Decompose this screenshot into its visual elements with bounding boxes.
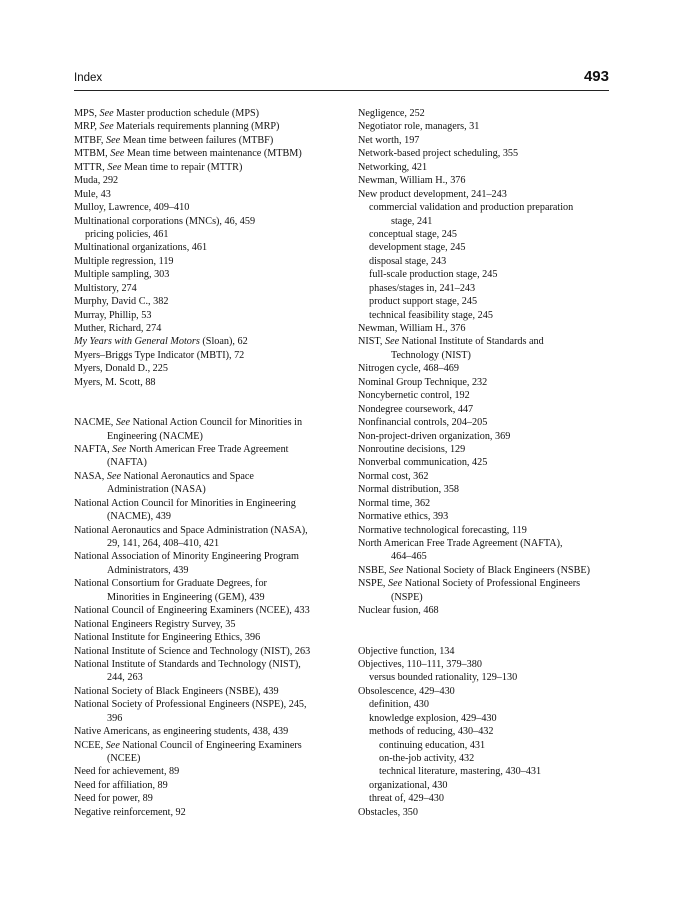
entry-text: National Society of Black Engineers (NSBE) [403, 564, 591, 576]
index-subentry [358, 282, 610, 295]
index-entry [74, 739, 349, 752]
entry-text: Obstacles, 350 [358, 806, 418, 818]
entry-text: Murray, Phillip, 53 [74, 309, 152, 321]
index-subentry [358, 765, 610, 778]
see-reference: See [106, 470, 121, 482]
index-entry [358, 537, 610, 550]
index-entry [74, 658, 349, 671]
entry-text: Network-based project scheduling, 355 [358, 148, 519, 160]
index-entry [358, 604, 610, 617]
entry-text: threat of, 429–430 [369, 793, 444, 805]
entry-text: National Institute of Science and Technology (NIST), 263 [74, 645, 311, 657]
see-reference: See [99, 121, 114, 133]
entry-text: 464–465 [391, 551, 427, 563]
entry-text: versus bounded rationality, 129–130 [369, 672, 518, 684]
entry-text: NACME, [74, 417, 116, 429]
entry-text: Nominal Group Technique, 232 [358, 376, 488, 388]
index-entry [74, 174, 349, 187]
index-entry [74, 147, 349, 160]
entry-text: National Society of Black Engineers (NSBE), 439 [74, 685, 279, 697]
index-subentry [358, 671, 610, 684]
entry-text: disposal stage, 243 [369, 255, 447, 267]
entry-text: Nonverbal communication, 425 [358, 457, 488, 469]
index-entry [358, 174, 610, 187]
index-entry [358, 322, 610, 335]
running-head-title: Index [74, 72, 103, 84]
entry-text: Technology (NIST) [391, 349, 471, 361]
index-subentry [358, 349, 610, 362]
entry-text: Objectives, 110–111, 379–380 [358, 658, 482, 670]
index-entry [358, 188, 610, 201]
index-subentry [358, 779, 610, 792]
index-entry [358, 120, 610, 133]
entry-text: Need for achievement, 89 [74, 766, 180, 778]
index-subentry [358, 255, 610, 268]
entry-text: MTBF, [74, 134, 107, 146]
entry-text: Objective function, 134 [358, 645, 455, 657]
entry-text: Nonfinancial controls, 204–205 [358, 417, 488, 429]
index-subentry [358, 739, 610, 752]
entry-text: NSPE, [358, 578, 389, 590]
entry-text: Murphy, David C., 382 [74, 296, 169, 308]
entry-text: NASA, [74, 470, 107, 482]
index-subentry [74, 752, 349, 765]
entry-text: Normal time, 362 [358, 497, 431, 509]
index-entry [74, 134, 349, 147]
index-entry [74, 618, 349, 631]
index-entry [74, 376, 349, 389]
entry-text: Multiple regression, 119 [74, 255, 174, 267]
index-entry [74, 685, 349, 698]
entry-text: National Engineers Registry Survey, 35 [74, 618, 236, 630]
entry-text: on-the-job activity, 432 [379, 753, 475, 764]
see-reference: See [107, 161, 122, 173]
entry-text: Obsolescence, 429–430 [358, 685, 455, 697]
entry-text: National Institute of Standards and [399, 336, 544, 348]
entry-text: Newman, William H., 376 [358, 175, 466, 187]
index-subentry [358, 295, 610, 308]
index-subentry [358, 241, 610, 254]
index-subentry [358, 792, 610, 805]
index-entry [358, 107, 610, 120]
index-subentry [358, 725, 610, 738]
entry-text: Non-project-driven organization, 369 [358, 430, 511, 442]
index-entry [74, 645, 349, 658]
entry-text: Networking, 421 [358, 161, 428, 173]
index-entry [74, 201, 349, 214]
entry-text: Administration (NASA) [107, 484, 206, 496]
index-entry [74, 631, 349, 644]
entry-text: Nuclear fusion, 468 [358, 605, 439, 617]
index-entry [74, 416, 349, 429]
index-subentry [74, 671, 349, 684]
entry-text: (NAFTA) [107, 457, 147, 469]
entry-text: (Sloan), 62 [199, 336, 248, 348]
page-header [74, 70, 609, 91]
entry-text: Myers, Donald D., 225 [74, 363, 168, 375]
entry-text: (NACME), 439 [107, 511, 171, 523]
index-entry [74, 215, 349, 228]
section-gap [358, 631, 610, 644]
entry-text: MPS, [74, 108, 100, 119]
entry-text: Muda, 292 [74, 175, 119, 187]
section-gap [358, 618, 610, 631]
entry-text: Net worth, 197 [358, 134, 420, 146]
entry-text: organizational, 430 [369, 779, 448, 791]
entry-text: Nonroutine decisions, 129 [358, 443, 466, 455]
see-reference: See [99, 108, 114, 119]
index-entry [74, 792, 349, 805]
entry-text: knowledge explosion, 429–430 [369, 712, 497, 724]
index-subentry [358, 228, 610, 241]
index-subentry [74, 591, 349, 604]
index-entry [74, 698, 349, 711]
see-reference: See [115, 417, 131, 429]
entry-text: product support stage, 245 [369, 296, 478, 308]
entry-text: National Institute for Engineering Ethics, 396 [74, 632, 261, 644]
index-subentry [74, 228, 349, 241]
index-subentry [74, 430, 349, 443]
index-subentry [358, 698, 610, 711]
index-entry [74, 161, 349, 174]
index-entry [74, 497, 349, 510]
entry-text: conceptual stage, 245 [369, 228, 457, 240]
entry-text: North American Free Trade Agreement [126, 443, 289, 455]
entry-text: Normative ethics, 393 [358, 511, 449, 523]
entry-text: (NSPE) [391, 591, 423, 603]
index-entry [74, 806, 349, 819]
entry-text: technical literature, mastering, 430–431 [379, 766, 542, 778]
index-subentry [358, 591, 610, 604]
index-entry [74, 295, 349, 308]
entry-text: Administrators, 439 [107, 564, 189, 576]
entry-text: Mule, 43 [74, 188, 111, 200]
see-reference: See [389, 564, 404, 576]
index-subentry [358, 215, 610, 228]
entry-text: National Council of Engineering Examiners [119, 739, 302, 751]
index-subentry [358, 268, 610, 281]
entry-text: Negligence, 252 [358, 108, 425, 119]
index-entry [358, 430, 610, 443]
entry-text: North American Free Trade Agreement (NAFTA), [358, 538, 563, 549]
index-entry [74, 524, 349, 537]
index-entry [74, 241, 349, 254]
entry-text: New product development, 241–243 [358, 188, 507, 200]
italic-title: My Years with General Motors [74, 336, 200, 348]
index-column-right [358, 107, 610, 819]
index-entry [358, 362, 610, 375]
entry-text: Noncybernetic control, 192 [358, 390, 470, 402]
entry-text: Multinational corporations (MNCs), 46, 459 [74, 215, 256, 227]
entry-text: development stage, 245 [369, 242, 466, 254]
entry-text: National Action Council for Minorities in Engineering [74, 497, 296, 509]
index-entry [358, 335, 610, 348]
index-entry [358, 577, 610, 590]
see-reference: See [110, 148, 125, 160]
entry-text: methods of reducing, 430–432 [369, 726, 494, 738]
entry-text: Need for power, 89 [74, 793, 153, 805]
index-entry [358, 806, 610, 819]
index-entry [74, 725, 349, 738]
entry-text: National Society of Professional Engineers [402, 578, 581, 590]
index-entry [358, 564, 610, 577]
section-gap [74, 403, 349, 416]
entry-text: Myers–Briggs Type Indicator (MBTI), 72 [74, 349, 245, 361]
entry-text: MRP, [74, 121, 100, 133]
index-entry [74, 349, 349, 362]
entry-text: Master production schedule (MPS) [113, 108, 260, 119]
entry-text: National Association of Minority Engineering Program [74, 551, 299, 563]
index-entry [358, 645, 610, 658]
index-entry [358, 443, 610, 456]
entry-text: definition, 430 [369, 699, 429, 711]
index-subentry [358, 712, 610, 725]
entry-text: National Society of Professional Engineers (NSPE), 245, [74, 699, 307, 711]
entry-text: Newman, William H., 376 [358, 323, 466, 334]
index-subentry [74, 483, 349, 496]
index-entry [358, 510, 610, 523]
entry-text: Mulloy, Lawrence, 409–410 [74, 202, 190, 214]
index-entry [74, 335, 349, 348]
entry-text: National Action Council for Minorities in [130, 417, 303, 429]
index-entry [358, 658, 610, 671]
index-entry [358, 456, 610, 469]
index-entry [74, 765, 349, 778]
index-entry [358, 389, 610, 402]
index-entry [358, 483, 610, 496]
entry-text: Minorities in Engineering (GEM), 439 [107, 591, 265, 603]
index-subentry [358, 201, 610, 214]
entry-text: Mean time between maintenance (MTBM) [124, 148, 302, 160]
section-gap [74, 389, 349, 402]
index-entry [358, 416, 610, 429]
see-reference: See [112, 443, 127, 455]
index-subentry [358, 752, 610, 765]
entry-text: Normative technological forecasting, 119 [358, 524, 527, 536]
see-reference: See [388, 578, 403, 590]
entry-text: NSBE, [358, 564, 390, 576]
entry-text: NAFTA, [74, 443, 113, 455]
entry-text: Nitrogen cycle, 468–469 [358, 363, 459, 375]
index-entry [74, 282, 349, 295]
entry-text: NCEE, [74, 739, 106, 751]
entry-text: continuing education, 431 [379, 739, 486, 751]
entry-text: Multiple sampling, 303 [74, 269, 170, 281]
see-reference: See [106, 134, 121, 146]
entry-text: Need for affiliation, 89 [74, 779, 168, 791]
entry-text: phases/stages in, 241–243 [369, 282, 476, 294]
see-reference: See [105, 739, 120, 751]
index-subentry [358, 550, 610, 563]
index-subentry [74, 456, 349, 469]
index-column-left [74, 107, 349, 819]
index-entry [74, 309, 349, 322]
entry-text: Negative reinforcement, 92 [74, 806, 186, 818]
entry-text: National Council of Engineering Examiners (NCEE), 433 [74, 605, 310, 617]
index-entry [74, 255, 349, 268]
entry-text: Multistory, 274 [74, 282, 137, 294]
index-entry [358, 685, 610, 698]
entry-text: Normal distribution, 358 [358, 484, 460, 496]
entry-text: Materials requirements planning (MRP) [113, 121, 280, 133]
see-reference: See [384, 336, 400, 348]
entry-text: 396 [107, 712, 123, 724]
index-entry [358, 524, 610, 537]
entry-text: 244, 263 [107, 672, 143, 684]
index-entry [74, 443, 349, 456]
index-entry [74, 322, 349, 335]
index-entry [358, 403, 610, 416]
index-entry [358, 161, 610, 174]
index-entry [358, 470, 610, 483]
index-entry [358, 497, 610, 510]
entry-text: stage, 241 [391, 215, 433, 227]
index-subentry [74, 510, 349, 523]
entry-text: Engineering (NACME) [107, 430, 203, 442]
entry-text: full-scale production stage, 245 [369, 269, 498, 281]
entry-text: commercial validation and production preparation [369, 202, 574, 214]
entry-text: MTTR, [74, 161, 108, 173]
entry-text: pricing policies, 461 [85, 228, 169, 240]
entry-text: Mean time to repair (MTTR) [121, 161, 243, 173]
index-entry [74, 470, 349, 483]
entry-text: National Aeronautics and Space Administration (NASA), [74, 524, 308, 536]
entry-text: National Consortium for Graduate Degrees, for [74, 578, 267, 590]
index-subentry [74, 712, 349, 725]
entry-text: Muther, Richard, 274 [74, 323, 162, 334]
index-entry [74, 779, 349, 792]
entry-text: Mean time between failures (MTBF) [120, 134, 274, 146]
entry-text: National Aeronautics and Space [120, 470, 254, 482]
index-entry [74, 120, 349, 133]
entry-text: Nondegree coursework, 447 [358, 403, 474, 415]
index-entry [74, 604, 349, 617]
index-subentry [358, 309, 610, 322]
index-entry [74, 577, 349, 590]
index-entry [74, 268, 349, 281]
index-entry [74, 188, 349, 201]
entry-text: (NCEE) [107, 753, 141, 764]
entry-text: Multinational organizations, 461 [74, 242, 208, 254]
entry-text: Normal cost, 362 [358, 470, 429, 482]
index-subentry [74, 564, 349, 577]
entry-text: Myers, M. Scott, 88 [74, 376, 156, 388]
index-subentry [74, 537, 349, 550]
entry-text: MTBM, [74, 148, 111, 160]
entry-text: 29, 141, 264, 408–410, 421 [107, 538, 220, 549]
entry-text: NIST, [358, 336, 385, 348]
index-entry [358, 376, 610, 389]
index-entry [358, 134, 610, 147]
index-entry [74, 362, 349, 375]
index-entry [74, 550, 349, 563]
page-number: 493 [583, 68, 609, 85]
index-entry [358, 147, 610, 160]
entry-text: Negotiator role, managers, 31 [358, 121, 480, 133]
entry-text: Native Americans, as engineering students, 438, 439 [74, 726, 289, 738]
entry-text: National Institute of Standards and Technology (NIST), [74, 658, 301, 670]
index-entry [74, 107, 349, 120]
entry-text: technical feasibility stage, 245 [369, 309, 493, 321]
